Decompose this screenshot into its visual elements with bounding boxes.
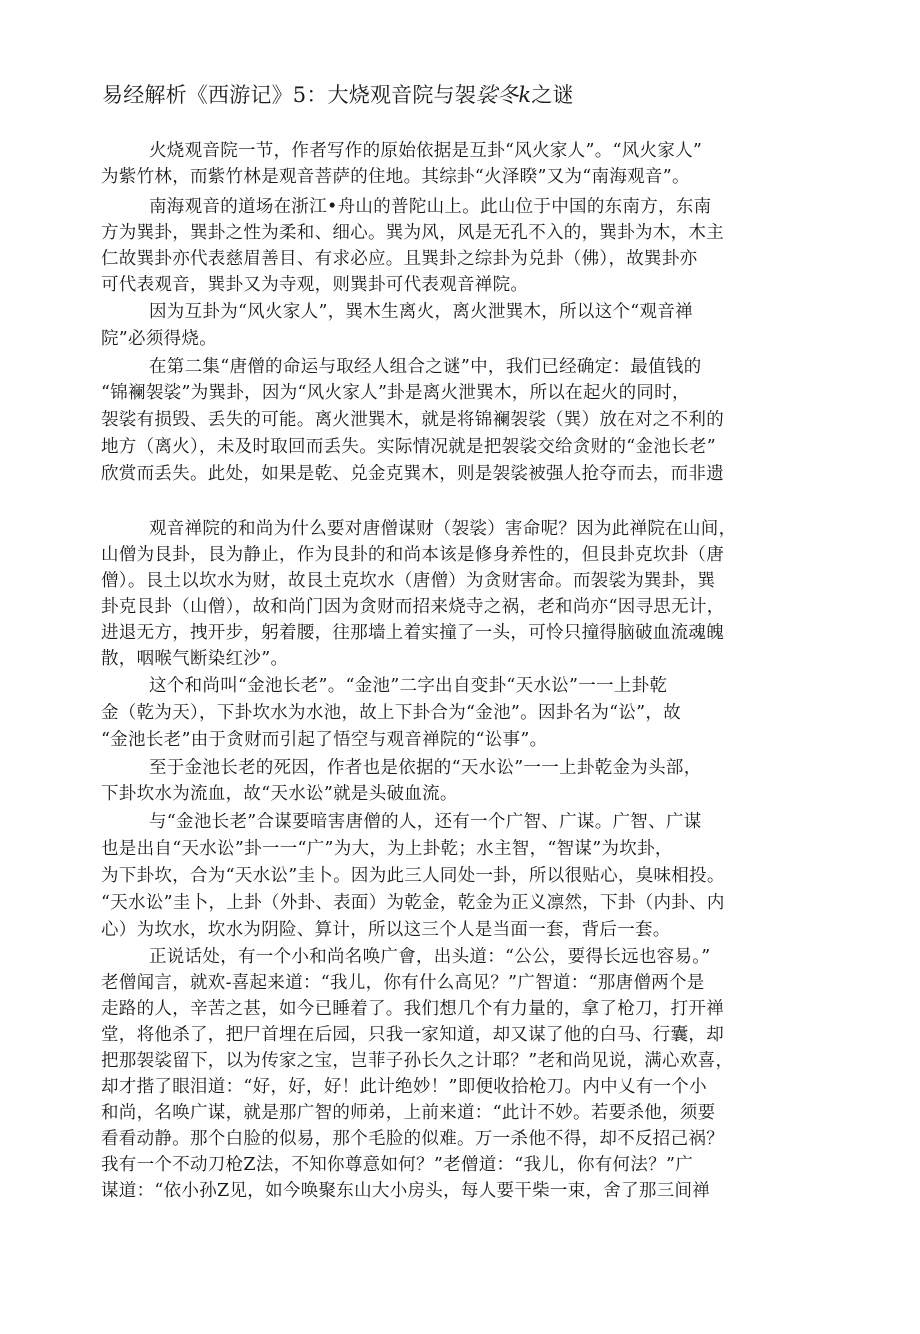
paragraph-line: 至于金池长老的死因，作者也是依据的“天水讼”一一上卦乾金为头部，	[149, 758, 702, 778]
title-end: 之谜	[531, 83, 574, 107]
paragraph-line: 看看动静。那个白脸的似易，那个毛脸的似难。万一杀他不得，却不反招己祸？	[101, 1129, 724, 1149]
paragraph-line: 山僧为艮卦，艮为静止，作为艮卦的和尚本该是修身养性的，但艮卦克坎卦（唐	[101, 545, 724, 565]
paragraph-line: 与“金池长老”合谋要暗害唐僧的人，还有一个广智、广谋。广智、广谋	[149, 812, 702, 832]
paragraph-line: 心）为坎水，坎水为阴险、算计，所以这三个人是当面一套，背后一套。	[101, 920, 671, 940]
paragraph-line: 和尚，名唤广谋，就是那广智的师弟，上前来道：“此计不妙。若要杀他，须要	[101, 1103, 716, 1123]
paragraph-line: 可代表观音，巽卦又为寺观，则巽卦可代表观音禅院。	[101, 275, 529, 295]
paragraph-line: 下卦坎水为流血，故“天水讼”就是头破血流。	[101, 784, 458, 804]
paragraph-line: 卦克艮卦（山僧），故和尚门因为贪财而招来烧寺之祸，老和尚亦“因寻思无计，	[101, 597, 725, 617]
paragraph-line: 因为互卦为“风火家人”，巽木生离火，离火泄巽木，所以这个“观音禅	[149, 302, 693, 322]
paragraph-line: 南海观音的道场在浙江•舟山的普陀山上。此山位于中国的东南方，东南	[149, 197, 712, 217]
paragraph-line: 为紫竹林，而紫竹林是观音菩萨的住地。其综卦“火泽睽”又为“南海观音”。	[101, 167, 690, 187]
title-main: 易经解析《西游记》5：大烧观音院与袈	[102, 83, 476, 107]
paragraph-line: 堂，将他杀了，把尸首埋在后园，只我一家知道，却又谋了他的白马、行囊，却	[101, 1025, 724, 1045]
paragraph-line: 僧）。艮土以坎水为财，故艮土克坎水（唐僧）为贪财害命。而袈裟为巽卦，巽	[101, 571, 716, 591]
document-title	[102, 80, 574, 110]
paragraph-line: 方为巽卦，巽卦之性为柔和、细心。巽为风，风是无孔不入的，巽卦为木，木主	[101, 223, 724, 243]
paragraph-line: 我有一个不动刀枪Z法，不知你尊意如何？”老僧道：“我儿，你有何法？”广	[101, 1155, 693, 1175]
paragraph-line: 观音禅院的和尚为什么要对唐僧谋财（袈裟）害命呢？因为此禅院在山间，	[149, 519, 737, 539]
paragraph-line: 仁故巽卦亦代表慈眉善目、有求必应。且巽卦之综卦为兑卦（佛），故巽卦亦	[101, 249, 698, 269]
paragraph-line: 火烧观音院一节，作者写作的原始依据是互卦“风火家人”。“风火家人”	[149, 141, 703, 161]
paragraph-line: 欣赏而丢失。此处，如果是乾、兑金克巽木，则是袈裟被强人抢夺而去，而非遗	[101, 464, 724, 484]
paragraph-line: 却才揩了眼泪道：“好，好，好！此计绝妙！”即便收拾枪刀。内中乂有一个小	[101, 1077, 707, 1097]
paragraph-line: 为下卦坎，合为“天水讼”圭卜。因为此三人同处一卦，所以很贴心，臭味相投。	[101, 866, 725, 886]
paragraph-line: 把那袈裟留下，以为传家之宝，岂菲子孙长久之计耶？”老和尚见说，满心欢喜，	[101, 1051, 734, 1071]
paragraph-line: 散，咽喉气断染红沙”。	[101, 649, 289, 669]
paragraph-line: 走路的人，辛苦之甚，如今已睡着了。我们想几个有力量的，拿了枪刀，打开禅	[101, 999, 724, 1019]
paragraph-line: 在第二集“唐僧的命运与取经人组合之谜”中，我们已经确定：最值钱的	[149, 357, 702, 377]
paragraph-line: 袈裟有损毁、丢失的可能。离火泄巽木，就是将锦襕袈裟（巽）放在对之不利的	[101, 410, 724, 430]
paragraph-line: 地方（离火），未及时取回而丢失。实际情况就是把袈裟交给贪财的“金池长老”	[101, 437, 716, 457]
paragraph-line: 这个和尚叫“金池长老”。“金池”二字出自变卦“天水讼”一一上卦乾	[149, 676, 668, 696]
paragraph-line: “锦襕袈裟”为巽卦，因为“风火家人”卦是离火泄巽木，所以在起火的同时，	[101, 383, 690, 403]
paragraph-line: “金池长老”由于贪财而引起了悟空与观音禅院的“讼事”。	[101, 730, 548, 750]
paragraph-line: 院”必须得烧。	[101, 329, 218, 349]
title-italic-fragment: 裟冬k	[475, 83, 532, 107]
paragraph-line: “天水讼”圭卜，上卦（外卦、表面）为乾金，乾金为正义凛然，下卦（内卦、内	[101, 893, 725, 913]
paragraph-line: 也是出自“天水讼”卦一一“广”为大，为上卦乾；水主智，“智谋”为坎卦，	[101, 839, 673, 859]
paragraph-line: 金（乾为天），下卦坎水为水池，故上下卦合为“金池”。因卦名为“讼”，故	[101, 703, 682, 723]
paragraph-line: 老僧闻言，就欢-喜起来道：“我儿，你有什么高见？”广智道：“那唐僧两个是	[101, 973, 705, 993]
paragraph-line: 谋道：“依小孙Z见，如今唤聚东山大小房头，每人要干柴一束，舍了那三间禅	[101, 1181, 711, 1201]
paragraph-line: 正说话处，有一个小和尚名唤广會，出头道：“公公，要得长远也容易。”	[149, 947, 711, 967]
paragraph-line: 进退无方，拽开步，躬着腰，往那墙上着实撞了一头，可怜只撞得脑破血流魂魄	[101, 623, 724, 643]
